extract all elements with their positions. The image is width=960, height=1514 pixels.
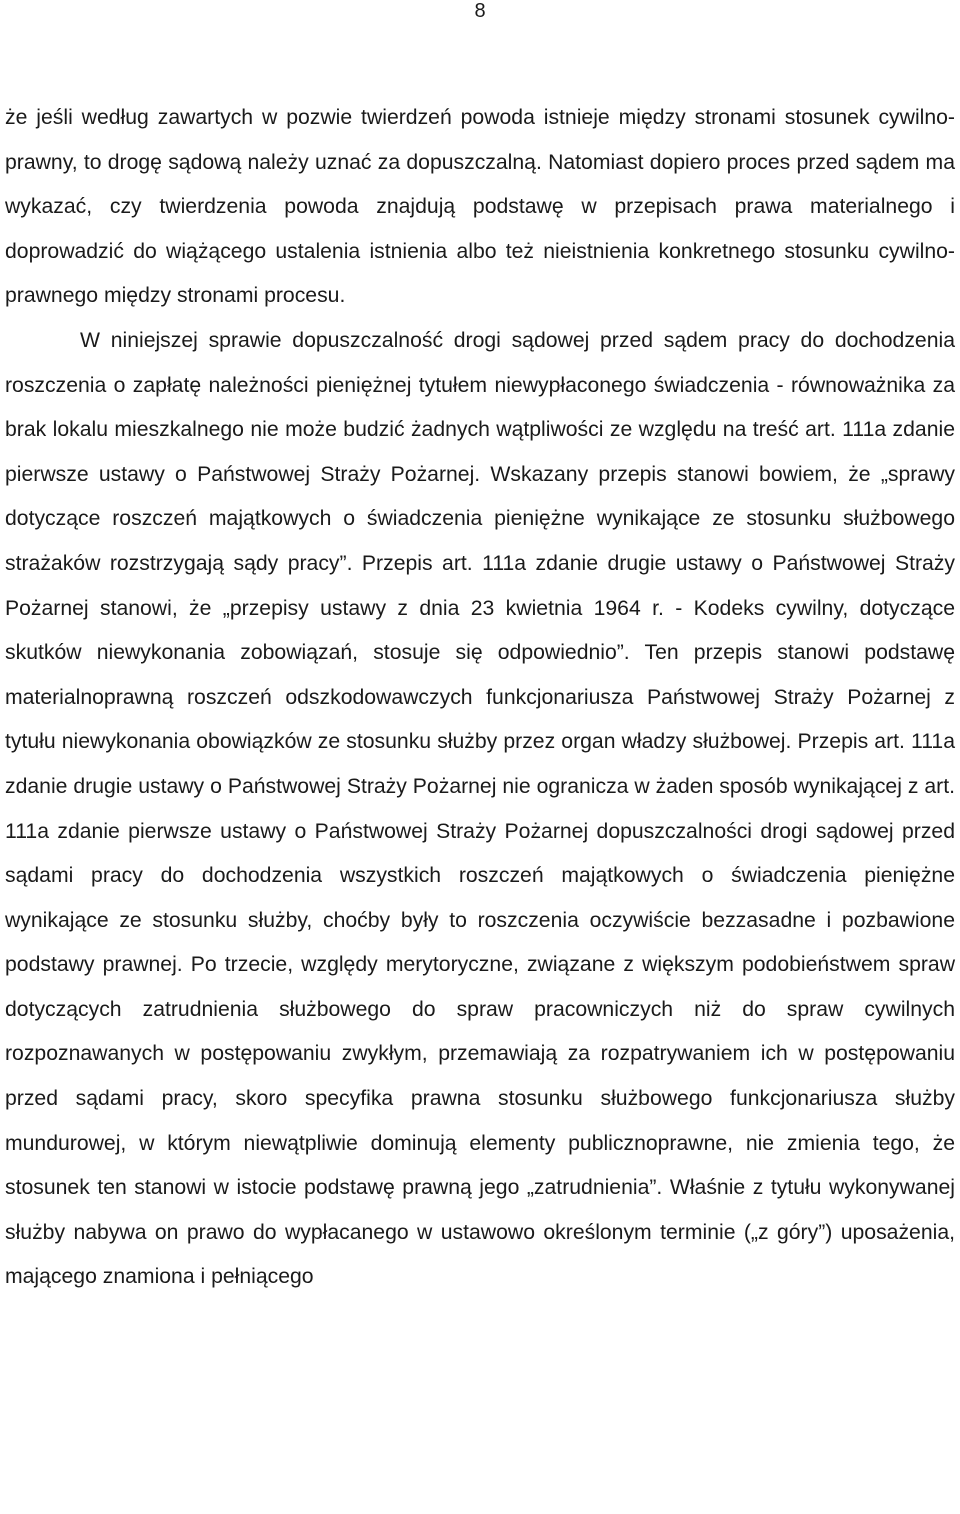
paragraph-2: W niniejszej sprawie dopuszczalność drogi sądowej przed sądem pracy do dochodzenia roszczenia o zapłatę należności pieniężnej tytułem niewypłaconego świadczenia - równoważnika za brak lokalu mieszkalnego nie może budzić żadnych wątpliwości ze względu na treść art. 111a zdanie pierwsze ustawy o Państwowej Straży Pożarnej. Wskazany przepis stanowi bowiem, że „sprawy dotyczące roszczeń majątkowych o świadczenia pieniężne wynikające ze stosunku służbowego strażaków rozstrzygają sądy pracy”. Przepis art. 111a zdanie drugie ustawy o Państwowej Straży Pożarnej stanowi, że „przepisy ustawy z dnia 23 kwietnia 1964 r. - Kodeks cywilny, dotyczące skutków niewykonania zobowiązań, stosuje się odpowiednio”. Ten przepis stanowi podstawę materialnoprawną roszczeń odszkodowawczych funkcjonariusza Państwowej Straży Pożarnej z tytułu niewykonania obowiązków ze stosunku służby przez organ władzy służbowej. Przepis art. 111a zdanie drugie ustawy o Państwowej Straży Pożarnej nie ogranicza w żaden sposób wynikającej z art. 111a zdanie pierwsze ustawy o Państwowej Straży Pożarnej dopuszczalności drogi sądowej przed sądami pracy do dochodzenia wszystkich roszczeń majątkowych o świadczenia pieniężne wynikające ze stosunku służby, choćby były to roszczenia oczywiście bezzasadne i pozbawione podstawy prawnej. Po trzecie, względy merytoryczne, związane z większym podobieństwem spraw dotyczących zatrudnienia służbowego do spraw pracowniczych niż do spraw cywilnych rozpoznawanych w postępowaniu zwykłym, przemawiają za rozpatrywaniem ich w postępowaniu przed sądami pracy, skoro specyfika prawna stosunku służbowego funkcjonariusza służby mundurowej, w którym niewątpliwie dominują elementy publicznoprawne, nie zmienia tego, że stosunek ten stanowi w istocie podstawę prawną jego „zatrudnienia”. Właśnie z tytułu wykonywanej służby nabywa on prawo do wypłacanego w ustawowo określonym terminie („z góry”) uposażenia, mającego znamiona i pełniącego: [5, 328, 955, 1289]
page-number: 8: [474, 0, 486, 22]
paragraph-1: że jeśli według zawartych w pozwie twierdzeń powoda istnieje między stronami stosunek cywilno-prawny, to drogę sądową należy uznać za dopuszczalną. Natomiast dopiero proces przed sądem ma wykazać, czy twierdzenia powoda znajdują podstawę w przepisach prawa materialnego i doprowadzić do wiążącego ustalenia istnienia albo też nieistnienia konkretnego stosunku cywilno-prawnego między stronami procesu.: [5, 106, 955, 308]
document-body: [5, 96, 955, 1300]
